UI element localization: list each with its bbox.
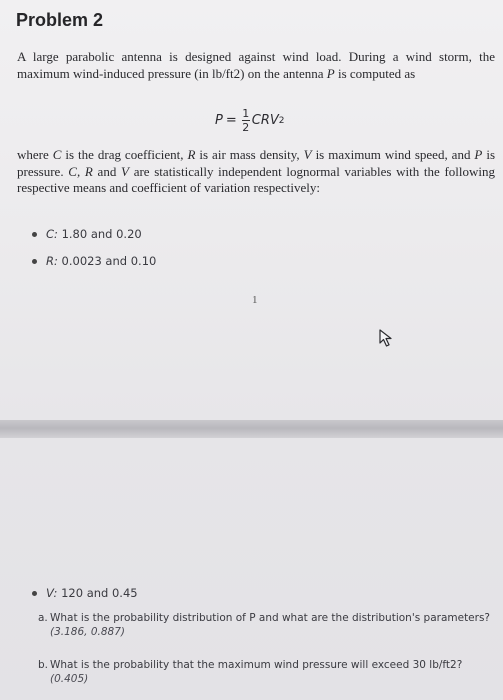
def-var-c: C	[52, 147, 62, 162]
fraction-numerator: 1	[242, 107, 250, 120]
formula-rhs: CRV	[251, 113, 279, 128]
question-label: a.	[38, 612, 48, 624]
bullet-icon	[32, 232, 37, 237]
page-divider	[0, 420, 503, 438]
def-var-p: P	[474, 147, 483, 162]
fraction-denominator: 2	[242, 121, 250, 134]
definitions-paragraph	[17, 147, 495, 197]
variable-values: 120 and 0.45	[61, 586, 138, 600]
def-t1: where	[17, 147, 49, 162]
problem-title: Problem 2	[16, 10, 104, 30]
intro-text-before: A large parabolic antenna is designed against wind load. During a wind storm, the maximum wind-induced pressure (in lb/ft2) on the antenna	[17, 49, 495, 81]
variable-name: V:	[46, 586, 58, 600]
question-answer: (3.186, 0.887)	[50, 626, 125, 638]
variable-item-r	[32, 254, 156, 268]
question-text: What is the probability that the maximum wind pressure will exceed 30 lb/ft2?	[50, 659, 463, 671]
question-a	[38, 611, 491, 639]
intro-text-after: is computed as	[337, 65, 416, 81]
def-t5: is pressure.	[17, 147, 496, 179]
formula-lhs: P	[215, 113, 223, 128]
def-t3: is air mass density,	[199, 147, 300, 162]
variable-name: R:	[46, 254, 58, 268]
question-answer: (0.405)	[50, 673, 89, 685]
variable-values: 0.0023 and 0.10	[61, 254, 157, 268]
formula-exponent: 2	[278, 115, 285, 126]
variable-values: 1.80 and 0.20	[61, 227, 142, 241]
bullet-icon	[32, 591, 37, 596]
def-t4: is maximum wind speed, and	[315, 147, 471, 162]
pressure-formula	[215, 108, 285, 133]
intro-var-p: P	[326, 65, 335, 81]
page-number: 1	[252, 294, 258, 306]
question-b	[38, 658, 490, 686]
variable-list-continued	[32, 586, 138, 600]
formula-equals: =	[225, 113, 237, 128]
def-var-v: V	[303, 147, 312, 162]
variable-item-c	[32, 227, 156, 241]
def-var-r: R	[187, 147, 196, 162]
question-label: b.	[38, 659, 49, 671]
def-t6: and	[97, 163, 117, 179]
question-text: What is the probability distribution of P and what are the distribution's parameters?	[50, 612, 491, 624]
bullet-icon	[32, 259, 37, 264]
variable-list	[32, 227, 156, 268]
def-t2: is the drag coefficient,	[65, 147, 184, 162]
def-t7: are statistically independent lognormal variables with the following respective means and coefficient of variation respectively:	[17, 163, 496, 195]
intro-paragraph	[17, 49, 495, 82]
variable-item-v	[32, 586, 138, 600]
variable-name: C:	[46, 227, 58, 241]
formula-fraction	[242, 108, 250, 133]
mouse-pointer-icon	[379, 329, 397, 349]
def-var-v2: V	[121, 163, 129, 179]
def-var-list: C, R	[68, 163, 93, 179]
